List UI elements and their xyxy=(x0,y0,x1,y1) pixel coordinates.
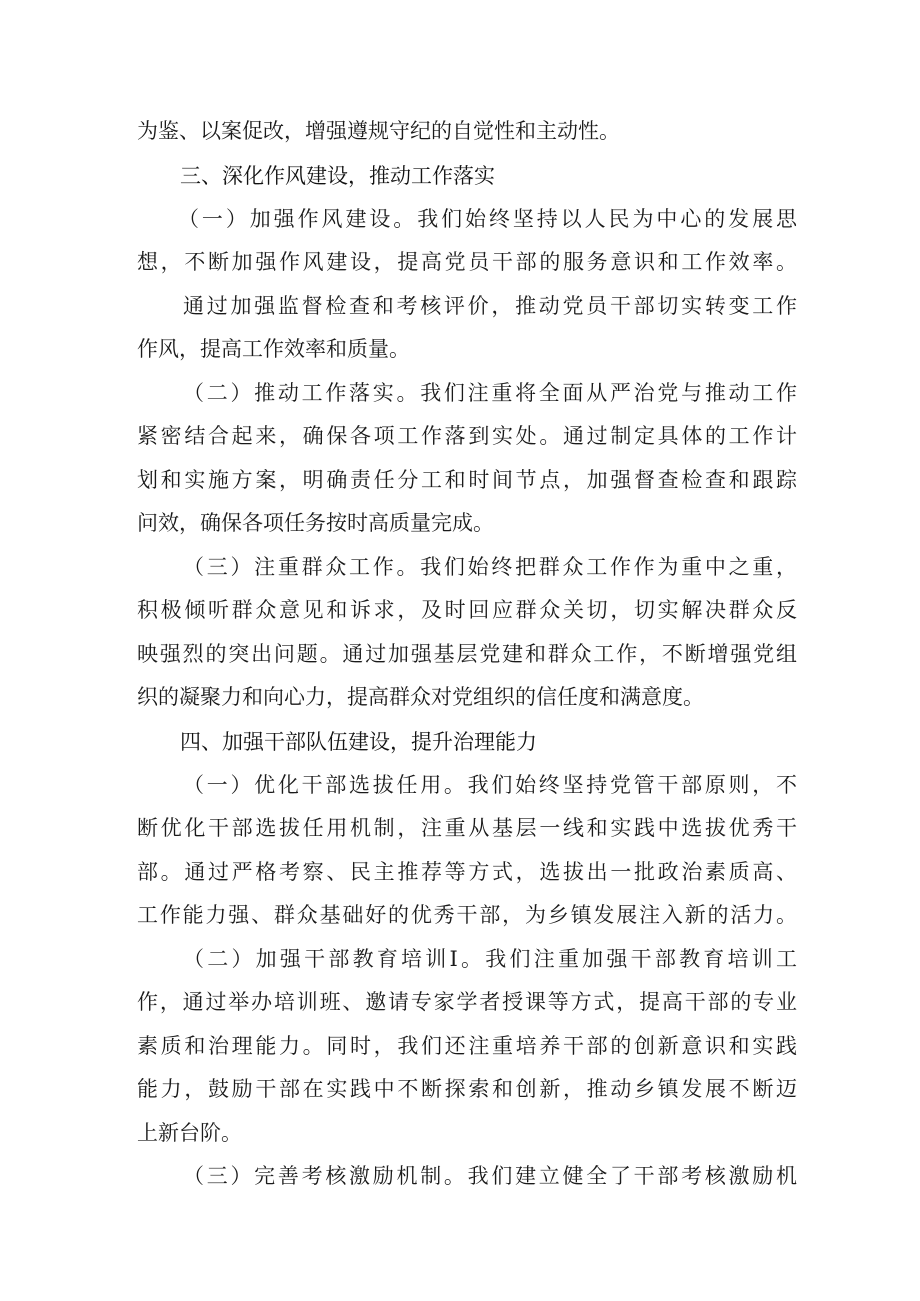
text-line: 通过加强监督检查和考核评价，推动党员干部切实转变工作 xyxy=(183,294,797,318)
section-heading-3: 三、深化作风建设，推动工作落实 xyxy=(180,164,495,188)
text-line: 工作能力强、群众基础好的优秀干部，为乡镇发展注入新的活力。 xyxy=(137,903,797,927)
text-line: 紧密结合起来，确保各项工作落到实处。通过制定具体的工作计 xyxy=(137,424,797,448)
text-line: 断优化干部选拔任用机制，注重从基层一线和实践中选拔优秀干 xyxy=(137,816,797,840)
text-line: 划和实施方案，明确责任分工和时间节点，加强督查检查和跟踪 xyxy=(137,468,797,492)
text-line: 映强烈的突出问题。通过加强基层党建和群众工作，不断增强党组 xyxy=(137,642,797,666)
text-line: 作风，提高工作效率和质量。 xyxy=(137,337,410,361)
text-line: （一）优化干部选拔任用。我们始终坚持党管干部原则，不 xyxy=(183,773,797,797)
text-line: 能力，鼓励干部在实践中不断探索和创新，推动乡镇发展不断迈 xyxy=(137,1077,797,1101)
text-line: 上新台阶。 xyxy=(137,1121,242,1145)
text-line: 为鉴、以案促改，增强遵规守纪的自觉性和主动性。 xyxy=(137,119,620,143)
text-line: 问效，确保各项任务按时高质量完成。 xyxy=(137,511,494,535)
text-line: （二）推动工作落实。我们注重将全面从严治党与推动工作 xyxy=(183,381,797,405)
text-line: （三）注重群众工作。我们始终把群众工作作为重中之重， xyxy=(183,555,797,579)
text-line: 作，通过举办培训班、邀请专家学者授课等方式，提高干部的专业 xyxy=(137,990,797,1014)
text-line: 积极倾听群众意见和诉求，及时回应群众关切，切实解决群众反 xyxy=(137,598,797,622)
text-line: （一）加强作风建设。我们始终坚持以人民为中心的发展思 xyxy=(178,207,797,231)
text-line: （三）完善考核激励机制。我们建立健全了干部考核激励机 xyxy=(183,1164,797,1188)
text-line: 织的凝聚力和向心力，提高群众对党组织的信任度和满意度。 xyxy=(137,685,704,709)
text-line: 部。通过严格考察、民主推荐等方式，选拔出一批政治素质高、 xyxy=(137,860,797,884)
text-line: 素质和治理能力。同时，我们还注重培养干部的创新意识和实践 xyxy=(137,1034,797,1058)
text-line: （二）加强干部教育培训Ⅰ。我们注重加强干部教育培训工 xyxy=(183,947,797,971)
text-line: 想，不断加强作风建设，提高党员干部的服务意识和工作效率。 xyxy=(137,250,797,274)
section-heading-4: 四、加强干部队伍建设，提升治理能力 xyxy=(180,730,537,754)
